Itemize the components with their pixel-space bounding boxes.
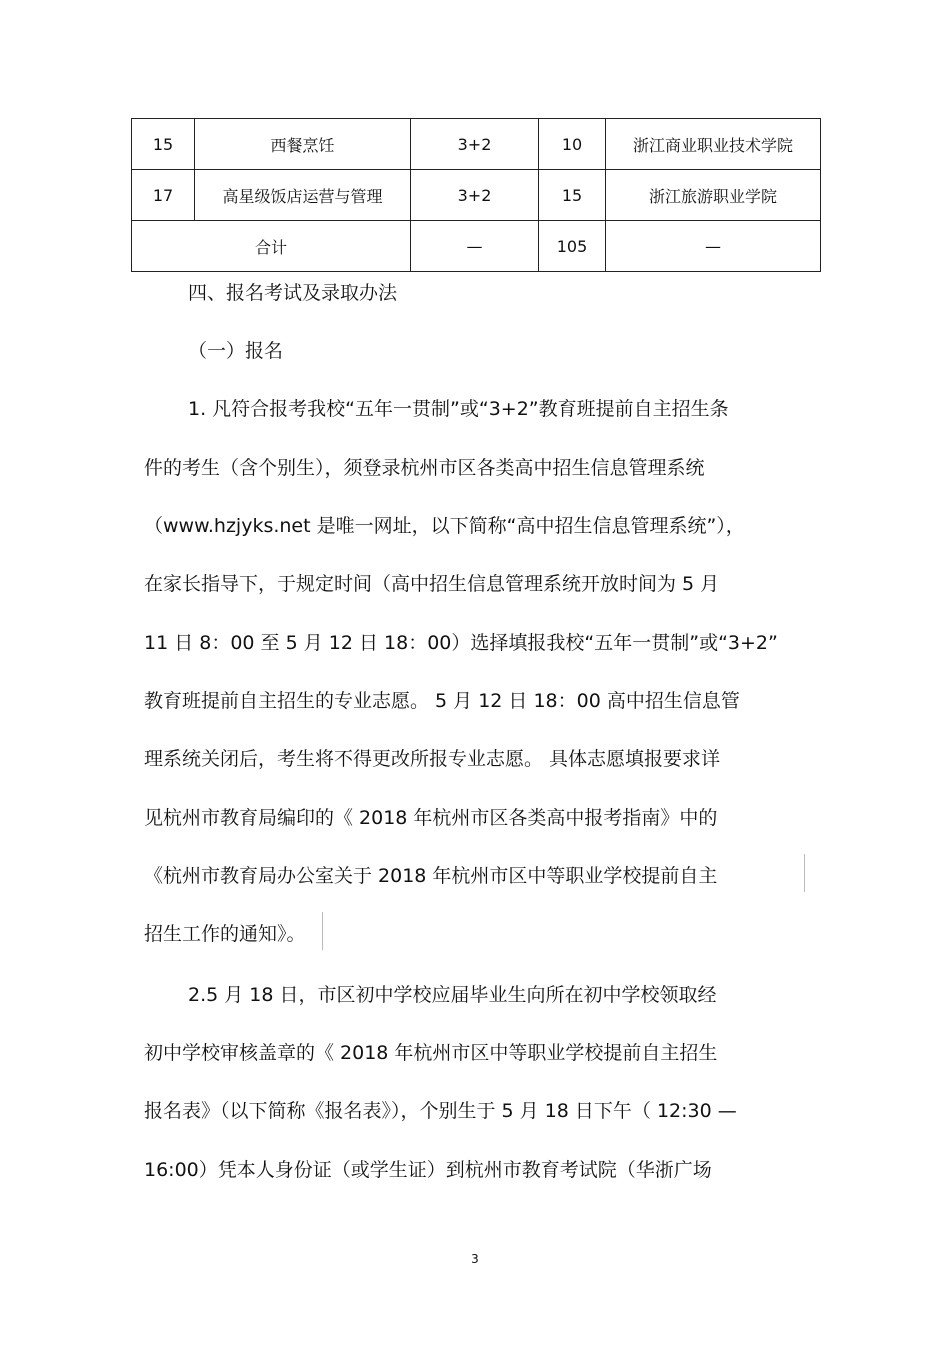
page-number: 3 [471, 1252, 479, 1266]
table-cell: 高星级饭店运营与管理 [195, 170, 411, 221]
paragraph-line: 16:00）凭本人身份证（或学生证）到杭州市教育考试院（华浙广场 [144, 1159, 712, 1181]
table-cell: 10 [539, 119, 606, 170]
total-label: 合计 [132, 221, 411, 272]
table-row [132, 119, 821, 170]
paragraph-line: 教育班提前自主招生的专业志愿。 5 月 12 日 18：00 高中招生信息管 [144, 690, 740, 712]
table-row [132, 170, 821, 221]
paragraph-line: （www.hzjyks.net 是唯一网址，以下简称“高中招生信息管理系统”）， [144, 515, 745, 537]
table-cell: 3+2 [411, 170, 539, 221]
paragraph-line: 理系统关闭后，考生将不得更改所报专业志愿。 具体志愿填报要求详 [144, 748, 721, 770]
total-model: — [411, 221, 539, 272]
paragraph-line: 招生工作的通知》。 [144, 923, 306, 945]
paragraph-line: 《杭州市教育局办公室关于 2018 年杭州市区中等职业学校提前自主 [144, 865, 718, 887]
section-heading: 四、报名考试及录取办法 [188, 282, 398, 304]
table-cell: 17 [132, 170, 195, 221]
paragraph-line: 见杭州市教育局编印的《 2018 年杭州市区各类高中报考指南》中的 [144, 807, 718, 829]
paragraph-line: 报名表》（以下简称《报名表》），个别生于 5 月 18 日下午（ 12:30 — [144, 1100, 737, 1122]
table-cell: 3+2 [411, 119, 539, 170]
table-cell: 浙江旅游职业学院 [606, 170, 821, 221]
paragraph-line: 2.5 月 18 日，市区初中学校应届毕业生向所在初中学校领取经 [188, 984, 717, 1006]
table-total-row [132, 221, 821, 272]
paragraph-line: 初中学校审核盖章的《 2018 年杭州市区中等职业学校提前自主招生 [144, 1042, 718, 1064]
table-cell: 西餐烹饪 [195, 119, 411, 170]
paragraph-line: 在家长指导下，于规定时间（高中招生信息管理系统开放时间为 5 月 [144, 573, 720, 595]
table-cell: 15 [132, 119, 195, 170]
paragraph-line: 件的考生（含个别生），须登录杭州市区各类高中招生信息管理系统 [144, 457, 705, 479]
sub-heading: （一）报名 [188, 340, 284, 362]
total-count: 105 [539, 221, 606, 272]
total-school: — [606, 221, 821, 272]
paragraph-line: 1. 凡符合报考我校“五年一贯制”或“3+2”教育班提前自主招生条 [188, 398, 729, 420]
table-cell: 15 [539, 170, 606, 221]
quota-table [131, 118, 821, 272]
table-cell: 浙江商业职业技术学院 [606, 119, 821, 170]
paragraph-line: 11 日 8：00 至 5 月 12 日 18：00）选择填报我校“五年一贯制”或“3+2” [144, 632, 778, 654]
